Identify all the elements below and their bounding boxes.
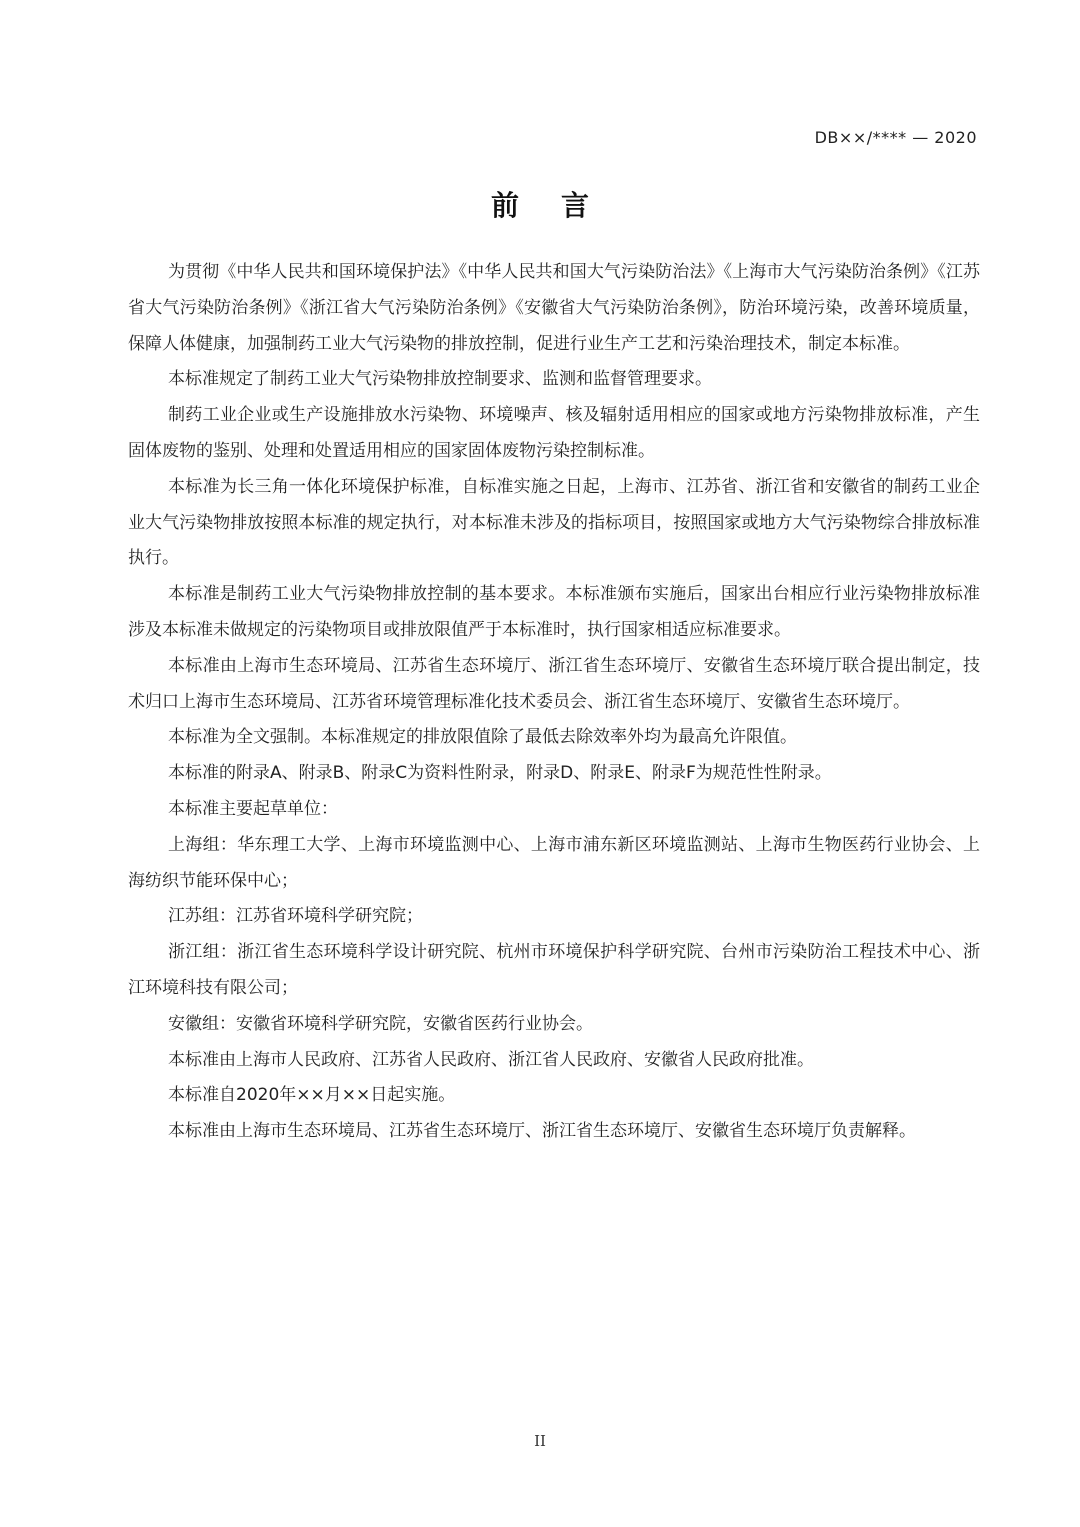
paragraph-drafters-heading: 本标准主要起草单位：	[168, 798, 338, 819]
paragraph-scope: 本标准规定了制药工业大气污染物排放控制要求、监测和监督管理要求。	[168, 369, 712, 390]
paragraph-zhejiang-group: 浙江组：浙江省生态环境科学设计研究院、杭州市环境保护科学研究院、台州市污染防治工程技术中心、浙江环境科技有限公司；	[128, 942, 980, 998]
paragraph-other-pollutants: 制药工业企业或生产设施排放水污染物、环境噪声、核及辐射适用相应的国家或地方污染物排放标准，产生固体废物的鉴别、处理和处置适用相应的国家固体废物污染控制标准。	[128, 405, 980, 461]
page-number: II	[534, 1432, 546, 1450]
paragraph-mandatory: 本标准为全文强制。本标准规定的排放限值除了最低去除效率外均为最高允许限值。	[168, 727, 797, 748]
paragraph-yrd-integration: 本标准为长三角一体化环境保护标准，自标准实施之日起，上海市、江苏省、浙江省和安徽省的制药工业企业大气污染物排放按照本标准的规定执行，对本标准未涉及的指标项目，按照国家或地方大气污染物综合排放标准执行。	[128, 476, 980, 569]
paragraph-anhui-group: 安徽组：安徽省环境科学研究院，安徽省医药行业协会。	[168, 1013, 593, 1034]
paragraph-jiangsu-group: 江苏组：江苏省环境科学研究院；	[168, 906, 423, 927]
paragraph-approval: 本标准由上海市人民政府、江苏省人民政府、浙江省人民政府、安徽省人民政府批准。	[168, 1049, 814, 1070]
paragraph-effective-date: 本标准自2020年××月××日起实施。	[168, 1085, 456, 1106]
page-title: 前言	[490, 189, 631, 222]
paragraph-proposers: 本标准由上海市生态环境局、江苏省生态环境厅、浙江省生态环境厅、安徽省生态环境厅联合提出制定，技术归口上海市生态环境局、江苏省环境管理标准化技术委员会、浙江省生态环境厅、安徽省生态环境厅。	[128, 655, 980, 712]
paragraph-purpose: 为贯彻《中华人民共和国环境保护法》《中华人民共和国大气污染防治法》《上海市大气污染防治条例》《江苏省大气污染防治条例》《浙江省大气污染防治条例》《安徽省大气污染防治条例》，防治环境污染，改善环境质量，保障人体健康，加强制药工业大气污染物的排放控制，促进行业生产工艺和污染治理技术，制定本标准。	[128, 262, 980, 354]
foreword-body	[128, 255, 980, 1150]
paragraph-shanghai-group: 上海组：华东理工大学、上海市环境监测中心、上海市浦东新区环境监测站、上海市生物医药行业协会、上海纺织节能环保中心；	[128, 834, 980, 891]
document-code: DB××/**** — 2020	[814, 128, 977, 147]
paragraph-basic-requirement: 本标准是制药工业大气污染物排放控制的基本要求。本标准颁布实施后，国家出台相应行业污染物排放标准涉及本标准未做规定的污染物项目或排放限值严于本标准时，执行国家相适应标准要求。	[128, 584, 980, 640]
paragraph-appendices: 本标准的附录A、附录B、附录C为资料性附录，附录D、附录E、附录F为规范性性附录。	[168, 763, 832, 784]
paragraph-interpretation: 本标准由上海市生态环境局、江苏省生态环境厅、浙江省生态环境厅、安徽省生态环境厅负责解释。	[168, 1121, 916, 1142]
